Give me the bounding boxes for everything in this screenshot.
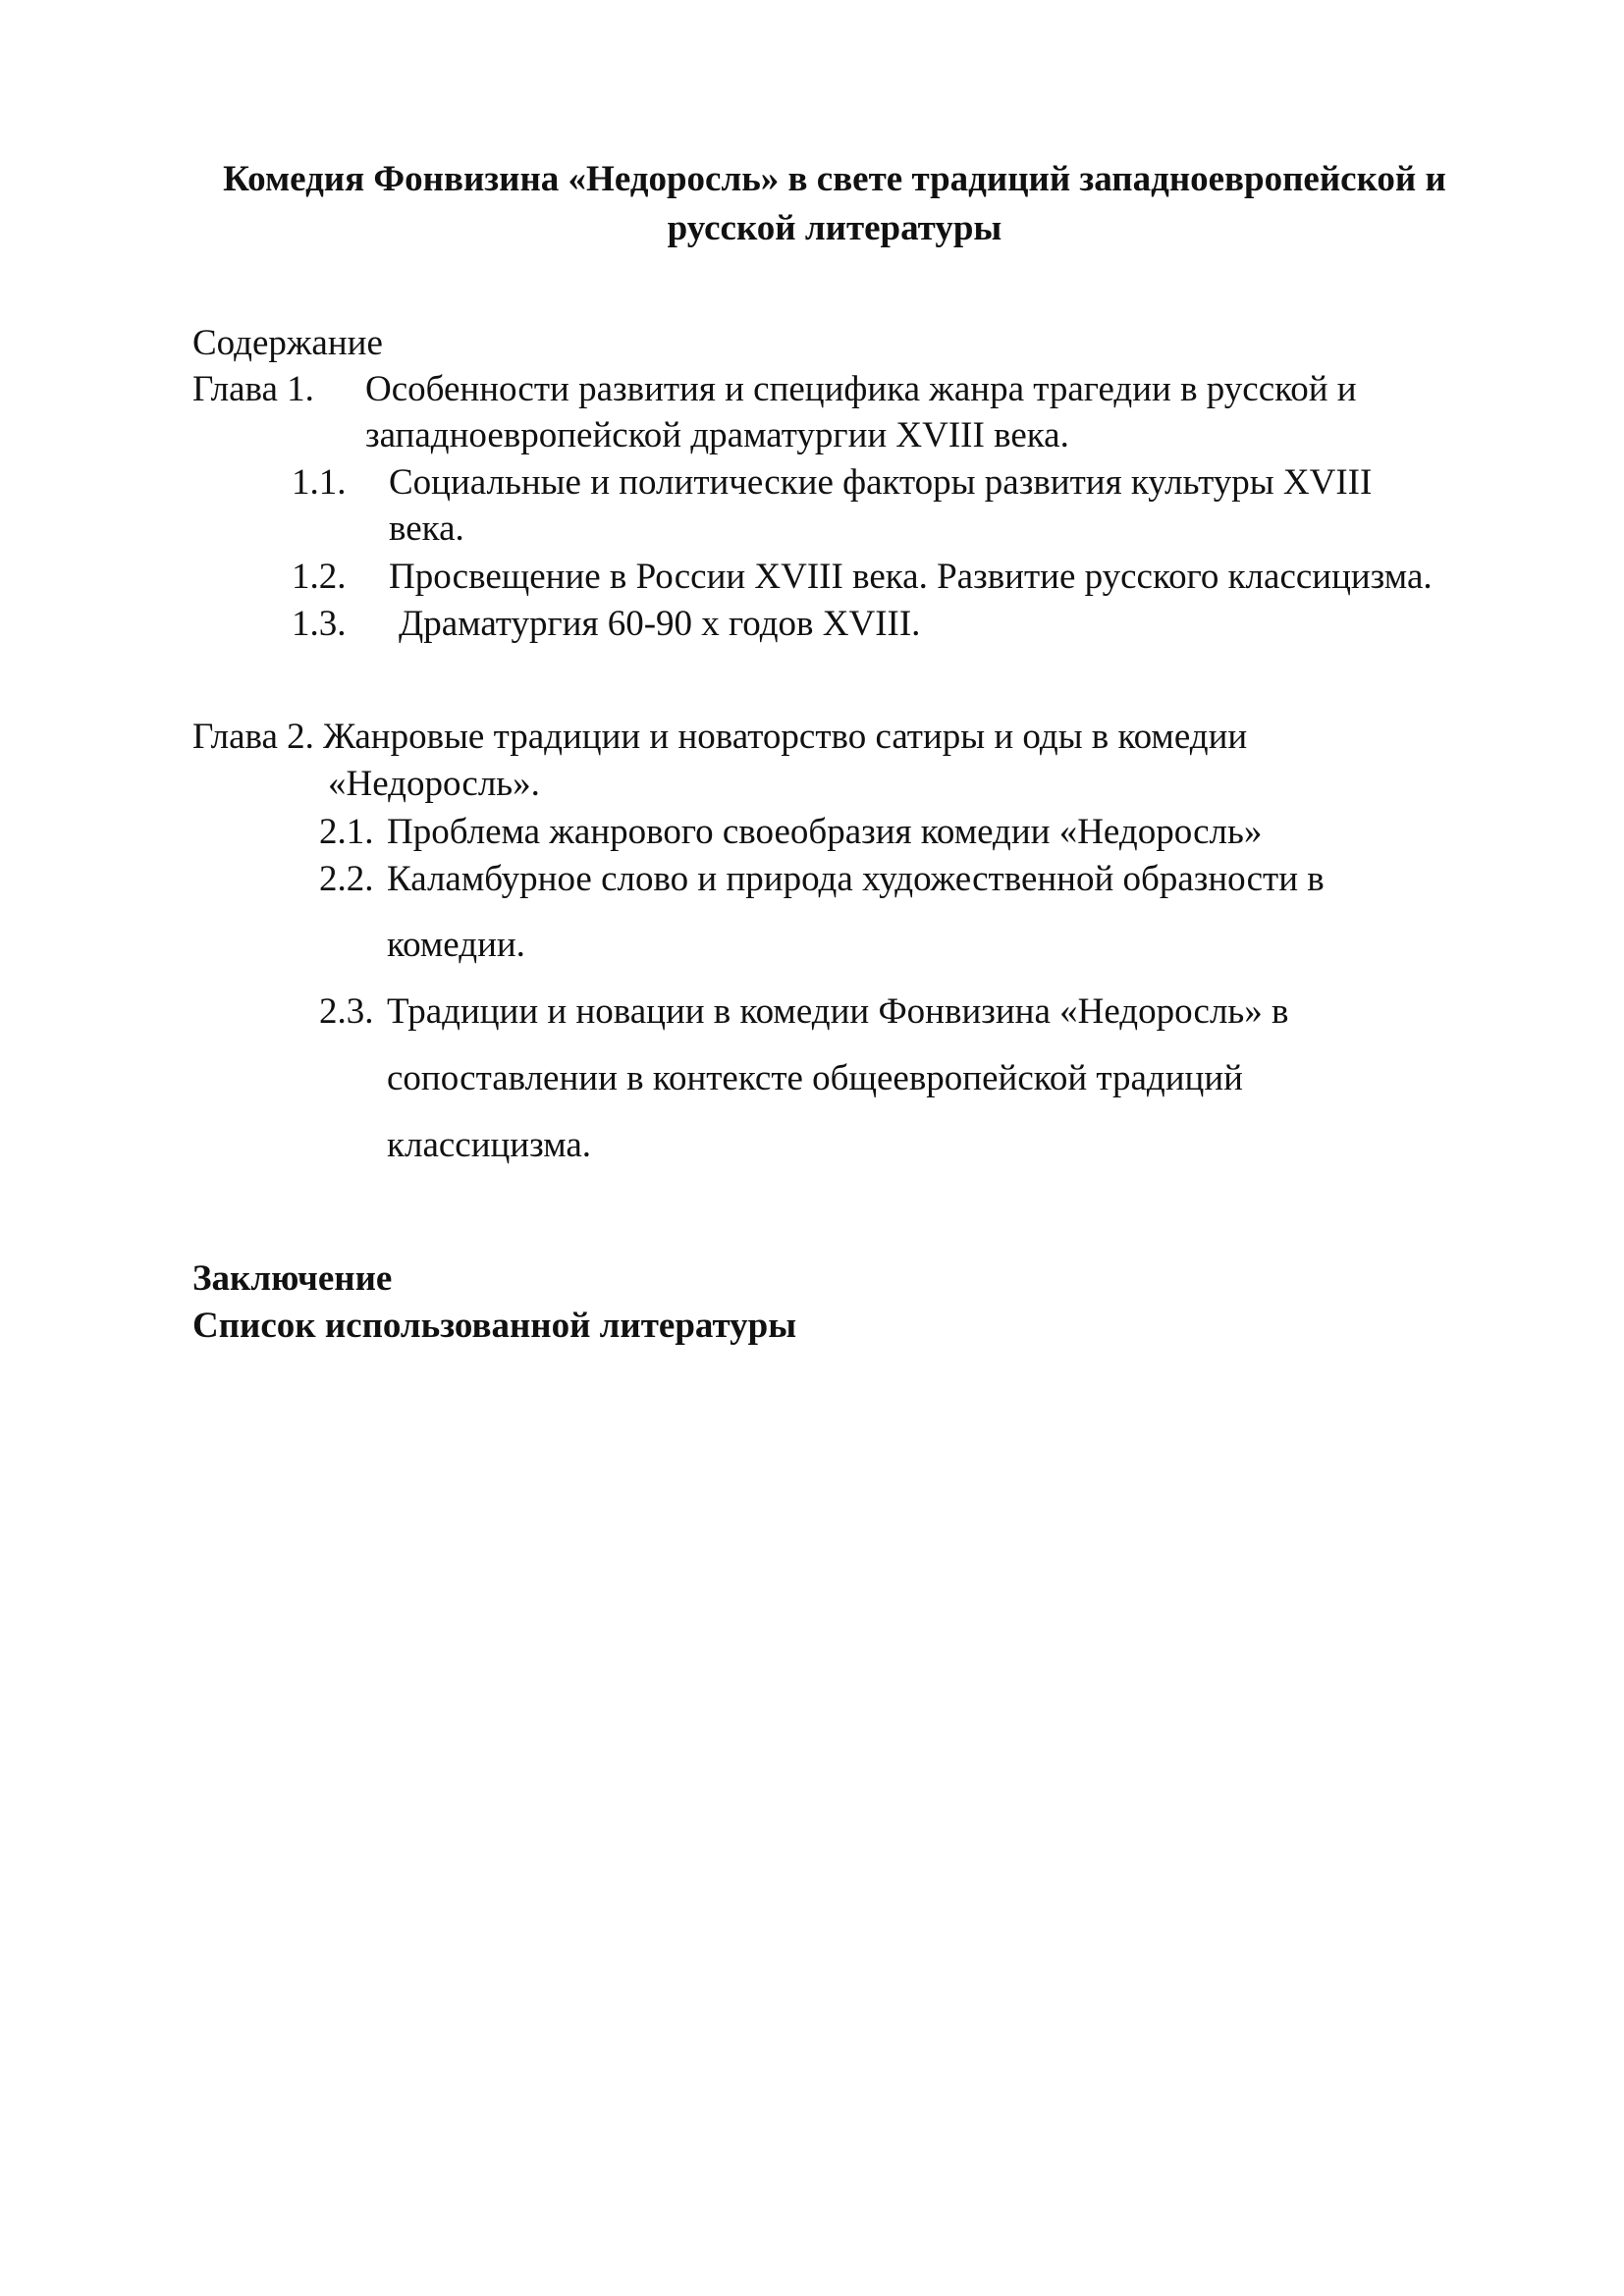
section-1-2-line-1: Просвещение в России XVIII века. Развитие русского классицизма. [389,557,1433,597]
bibliography-heading: Список использованной литературы [192,1306,797,1346]
section-2-3-number: 2.3. [319,991,374,1032]
chapter-1-label: Глава 1. [192,369,314,409]
contents-heading: Содержание [192,323,383,363]
section-1-2-number: 1.2. [292,557,347,597]
document-title-line-2: русской литературы [667,208,1002,248]
section-2-3-line-1: Традиции и новации в комедии Фонвизина «Недоросль» в [387,991,1289,1032]
chapter-2-title-line-1: Глава 2. Жанровые традиции и новаторство сатиры и оды в комедии [192,717,1248,757]
chapter-2-title-line-2: «Недоросль». [328,764,540,804]
section-2-3-line-3: классицизма. [387,1125,592,1165]
section-1-1-number: 1.1. [292,462,347,503]
section-2-1-line-1: Проблема жанрового своеобразия комедии «Недоросль» [387,812,1263,852]
section-1-3-line-1: Драматургия 60-90 х годов XVIII. [399,604,921,644]
section-2-2-number: 2.2. [319,859,374,899]
section-1-1-line-1: Социальные и политические факторы развития культуры XVIII [389,462,1373,503]
section-1-1-line-2: века. [389,508,464,549]
conclusion-heading: Заключение [192,1258,393,1299]
section-1-3-number: 1.3. [292,604,347,644]
section-2-2-line-2: комедии. [387,925,525,965]
chapter-1-title-line-1: Особенности развития и специфика жанра трагедии в русской и [365,369,1357,409]
section-2-1-number: 2.1. [319,812,374,852]
section-2-3-line-2: сопоставлении в контексте общеевропейской традиций [387,1058,1243,1098]
document-title-line-1: Комедия Фонвизина «Недоросль» в свете традиций западноевропейской и [223,159,1446,199]
section-2-2-line-1: Каламбурное слово и природа художественной образности в [387,859,1325,899]
chapter-1-title-line-2: западноевропейской драматургии XVIII века. [365,415,1069,455]
